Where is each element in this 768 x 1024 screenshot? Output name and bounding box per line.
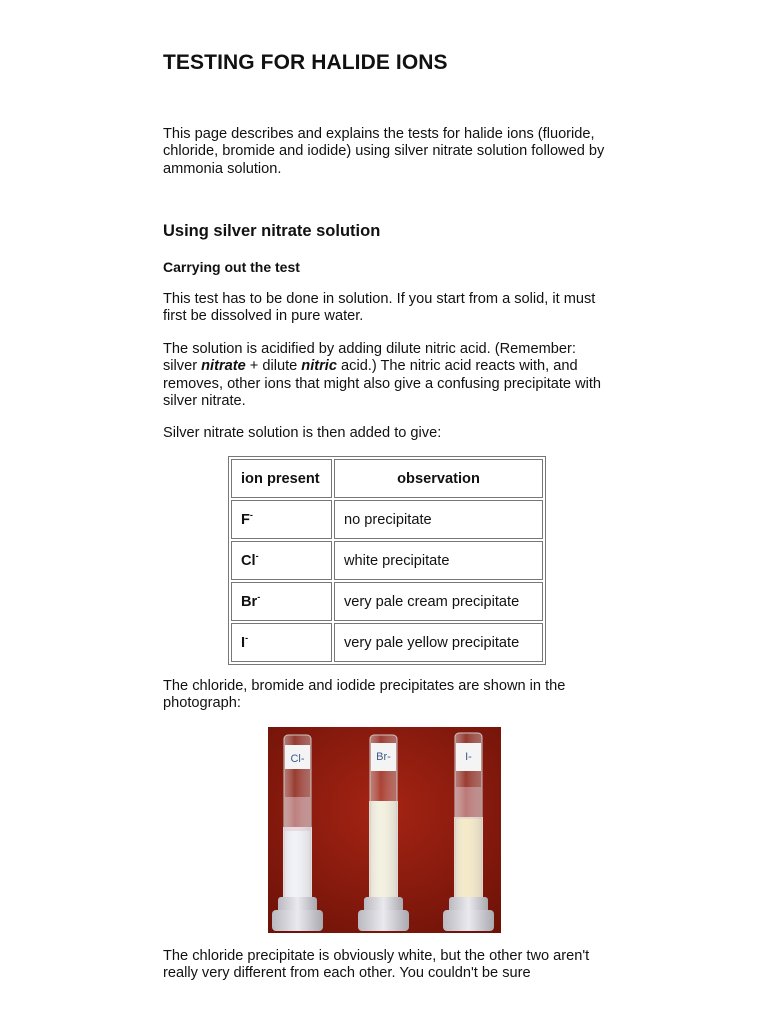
paragraph-acidify-text-e: acid.) The nitric acid reacts with, and removes, other ions that might also give a confusing precipitate with silver nitrate. [163,358,602,409]
precipitates-photo [268,727,501,933]
paragraph-solution: This test has to be done in solution. If you start from a solid, it must first be dissolved in pure water. [163,291,596,325]
table-row [231,623,543,662]
label-text-chloride: Cl- [290,753,305,765]
ion-cell [231,582,332,621]
emphasis-nitric: nitric [301,358,337,375]
observation-cell: very pale cream precipitate [334,582,543,621]
table-header-row [231,459,543,498]
observation-cell: very pale yellow precipitate [334,623,543,662]
ion-cell [231,500,332,539]
paragraph-acidify [163,341,608,410]
ion-symbol: Cl [241,552,256,569]
table-row [231,582,543,621]
observation-table [228,456,546,665]
observation-cell: white precipitate [334,541,543,580]
label-text-bromide: Br- [376,751,391,763]
ion-symbol: Br [241,593,258,610]
paragraph-acidify-text-a: The solution is acidified by adding dilute nitric acid. (Remember: silver [163,341,576,375]
intro-paragraph: This page describes and explains the tests for halide ions (fluoride, chloride, bromide and iodide) using silver nitrate solution followed by ammonia solution. [163,126,605,177]
ion-symbol: I [241,634,246,651]
page-title: TESTING FOR HALIDE IONS [163,51,448,74]
emphasis-nitrate: nitrate [201,358,246,375]
subheading: Carrying out the test [163,259,300,275]
ion-charge: - [249,509,253,520]
tube-base-chloride [272,910,323,931]
table-row [231,500,543,539]
ion-charge: - [257,591,261,602]
paragraph-acidify-text-c: + dilute [245,358,302,375]
paragraph-added: Silver nitrate solution is then added to give: [163,425,442,441]
paragraph-photo-intro: The chloride, bromide and iodide precipitates are shown in the photograph: [163,678,566,712]
ion-cell [231,541,332,580]
header-ion-present: ion present [231,459,332,498]
ion-cell [231,623,332,662]
tube-base-iodide [443,910,494,931]
ion-charge: - [255,550,259,561]
ion-symbol: F [241,511,250,528]
ion-charge: - [245,632,249,643]
table-row [231,541,543,580]
observation-cell: no precipitate [334,500,543,539]
header-observation: observation [334,459,543,498]
paragraph-comparison: The chloride precipitate is obviously white, but the other two aren't really very different from each other. You couldn't be sure [163,948,590,982]
section-heading: Using silver nitrate solution [163,222,381,240]
label-text-iodide: I- [465,751,472,763]
tube-base-bromide [358,910,409,931]
